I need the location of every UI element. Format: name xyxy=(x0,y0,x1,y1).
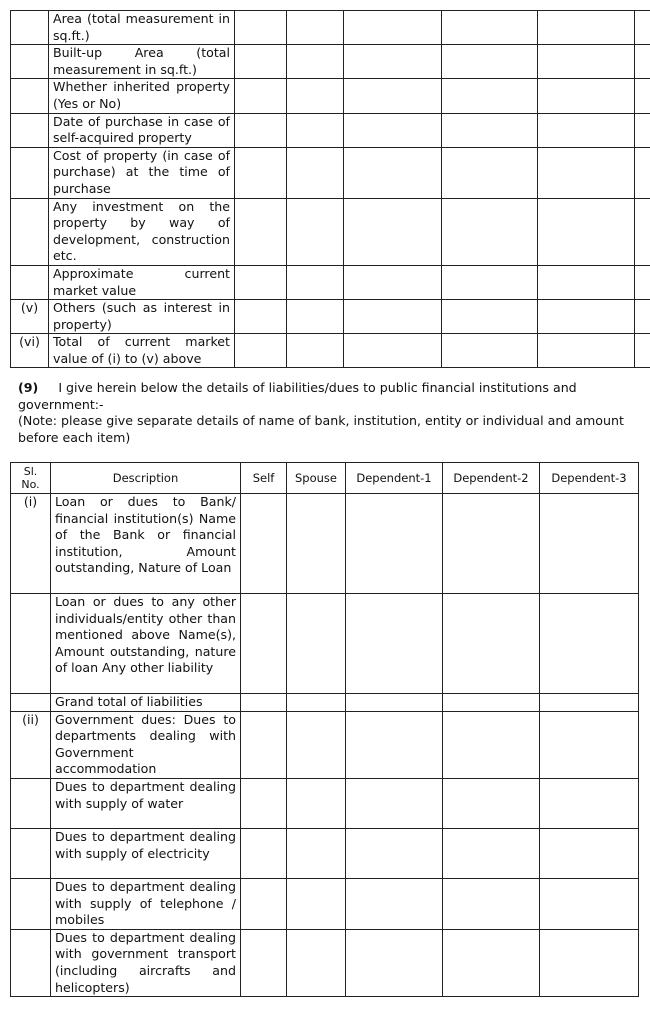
sl-no-cell xyxy=(11,778,51,828)
header-self: Self xyxy=(241,463,287,494)
self-cell[interactable] xyxy=(241,494,287,594)
spouse-cell[interactable] xyxy=(287,300,344,334)
table-row xyxy=(11,11,650,45)
table-row xyxy=(11,147,650,198)
dependent-1-cell[interactable] xyxy=(344,79,442,113)
spouse-cell[interactable] xyxy=(287,79,344,113)
table-row xyxy=(11,265,650,299)
dependent-1-cell[interactable] xyxy=(344,113,442,147)
section-9-paragraph xyxy=(18,380,638,413)
description-cell: Any investment on the property by way of development, construction etc. xyxy=(49,198,235,265)
section-9-note: (Note: please give separate details of name of bank, institution, entity or individual and amount before each item) xyxy=(18,413,624,445)
spouse-cell[interactable] xyxy=(287,11,344,45)
dependent-2-cell[interactable] xyxy=(443,929,540,996)
extra-cell[interactable] xyxy=(635,198,650,265)
dependent-3-cell[interactable] xyxy=(538,11,635,45)
self-cell[interactable] xyxy=(241,828,287,878)
header-dependent-3: Dependent-3 xyxy=(540,463,639,494)
self-cell[interactable] xyxy=(235,45,287,79)
dependent-2-cell[interactable] xyxy=(443,878,540,929)
extra-cell[interactable] xyxy=(635,300,650,334)
sl-no-cell xyxy=(11,11,49,45)
table-row xyxy=(11,694,639,712)
self-cell[interactable] xyxy=(235,265,287,299)
description-cell: Cost of property (in case of purchase) at the time of purchase xyxy=(49,147,235,198)
dependent-2-cell[interactable] xyxy=(442,113,538,147)
self-cell[interactable] xyxy=(241,594,287,694)
self-cell[interactable] xyxy=(235,198,287,265)
dependent-1-cell[interactable] xyxy=(344,265,442,299)
spouse-cell[interactable] xyxy=(287,878,346,929)
dependent-3-cell[interactable] xyxy=(538,300,635,334)
dependent-3-cell[interactable] xyxy=(540,594,639,694)
dependent-2-cell[interactable] xyxy=(442,265,538,299)
dependent-3-cell[interactable] xyxy=(540,711,639,778)
description-cell: Built-up Area (total measurement in sq.ft.) xyxy=(49,45,235,79)
header-spouse: Spouse xyxy=(287,463,346,494)
dependent-2-cell[interactable] xyxy=(442,198,538,265)
description-cell: Area (total measurement in sq.ft.) xyxy=(49,11,235,45)
dependent-1-cell[interactable] xyxy=(344,334,442,368)
dependent-3-cell[interactable] xyxy=(538,147,635,198)
spouse-cell[interactable] xyxy=(287,265,344,299)
sl-no-cell: (i) xyxy=(11,494,51,594)
header-sl-no: Sl. No. xyxy=(11,463,51,494)
dependent-2-cell[interactable] xyxy=(442,147,538,198)
extra-cell[interactable] xyxy=(635,113,650,147)
header-dependent-1: Dependent-1 xyxy=(346,463,443,494)
self-cell[interactable] xyxy=(235,300,287,334)
dependent-3-cell[interactable] xyxy=(540,694,639,712)
spouse-cell[interactable] xyxy=(287,113,344,147)
dependent-3-cell[interactable] xyxy=(538,334,635,368)
sl-no-cell xyxy=(11,878,51,929)
table-row xyxy=(11,113,650,147)
sl-no-cell xyxy=(11,929,51,996)
dependent-1-cell[interactable] xyxy=(344,11,442,45)
table-row xyxy=(11,929,639,996)
sl-no-cell: (ii) xyxy=(11,711,51,778)
description-cell: Dues to department dealing with supply of telephone / mobiles xyxy=(51,878,241,929)
dependent-2-cell[interactable] xyxy=(442,300,538,334)
assets-table xyxy=(10,10,650,368)
self-cell[interactable] xyxy=(241,878,287,929)
spouse-cell[interactable] xyxy=(287,334,344,368)
self-cell[interactable] xyxy=(235,334,287,368)
dependent-2-cell[interactable] xyxy=(442,45,538,79)
spouse-cell[interactable] xyxy=(287,198,344,265)
description-cell: Others (such as interest in property) xyxy=(49,300,235,334)
section-text: I give herein below the details of liabilities/dues to public financial institutions and government:- xyxy=(18,380,577,412)
extra-cell[interactable] xyxy=(635,147,650,198)
sl-no-cell xyxy=(11,45,49,79)
description-cell: Approximate current market value xyxy=(49,265,235,299)
dependent-3-cell[interactable] xyxy=(540,929,639,996)
table-row xyxy=(11,494,639,594)
spouse-cell[interactable] xyxy=(287,778,346,828)
dependent-1-cell[interactable] xyxy=(346,929,443,996)
dependent-3-cell[interactable] xyxy=(538,79,635,113)
table-row xyxy=(11,300,650,334)
dependent-1-cell[interactable] xyxy=(346,494,443,594)
sl-no-cell: (v) xyxy=(11,300,49,334)
extra-cell[interactable] xyxy=(635,265,650,299)
self-cell[interactable] xyxy=(235,147,287,198)
spouse-cell[interactable] xyxy=(287,711,346,778)
dependent-2-cell[interactable] xyxy=(442,334,538,368)
table-row xyxy=(11,198,650,265)
extra-cell[interactable] xyxy=(635,45,650,79)
dependent-2-cell[interactable] xyxy=(442,11,538,45)
dependent-3-cell[interactable] xyxy=(538,45,635,79)
liabilities-table xyxy=(10,462,639,997)
description-cell: Government dues: Dues to departments dealing with Government accommodation xyxy=(51,711,241,778)
description-cell: Whether inherited property (Yes or No) xyxy=(49,79,235,113)
dependent-2-cell[interactable] xyxy=(443,711,540,778)
table-row xyxy=(11,594,639,694)
spouse-cell[interactable] xyxy=(287,694,346,712)
dependent-3-cell[interactable] xyxy=(540,778,639,828)
spouse-cell[interactable] xyxy=(287,45,344,79)
dependent-3-cell[interactable] xyxy=(540,828,639,878)
dependent-1-cell[interactable] xyxy=(344,198,442,265)
sl-no-cell xyxy=(11,594,51,694)
header-dependent-2: Dependent-2 xyxy=(443,463,540,494)
sl-no-cell xyxy=(11,828,51,878)
sl-no-cell xyxy=(11,113,49,147)
self-cell[interactable] xyxy=(235,79,287,113)
table-row xyxy=(11,828,639,878)
dependent-1-cell[interactable] xyxy=(346,711,443,778)
table-row xyxy=(11,711,639,778)
extra-cell[interactable] xyxy=(635,11,650,45)
spouse-cell[interactable] xyxy=(287,929,346,996)
description-cell: Total of current market value of (i) to (v) above xyxy=(49,334,235,368)
section-number: (9) xyxy=(18,380,39,395)
dependent-3-cell[interactable] xyxy=(538,198,635,265)
table-row xyxy=(11,79,650,113)
self-cell[interactable] xyxy=(235,11,287,45)
extra-cell[interactable] xyxy=(635,334,650,368)
table-row xyxy=(11,878,639,929)
sl-no-cell xyxy=(11,147,49,198)
sl-no-cell xyxy=(11,79,49,113)
header-row xyxy=(11,463,639,494)
dependent-3-cell[interactable] xyxy=(538,265,635,299)
description-cell: Grand total of liabilities xyxy=(51,694,241,712)
table-row xyxy=(11,334,650,368)
self-cell[interactable] xyxy=(235,113,287,147)
dependent-2-cell[interactable] xyxy=(443,594,540,694)
dependent-2-cell[interactable] xyxy=(443,494,540,594)
dependent-1-cell[interactable] xyxy=(346,778,443,828)
sl-no-cell xyxy=(11,694,51,712)
self-cell[interactable] xyxy=(241,711,287,778)
description-cell: Date of purchase in case of self-acquired property xyxy=(49,113,235,147)
description-cell: Loan or dues to any other individuals/entity other than mentioned above Name(s), Amount outstanding, nature of loan Any other liability xyxy=(51,594,241,694)
dependent-3-cell[interactable] xyxy=(540,878,639,929)
sl-no-cell xyxy=(11,265,49,299)
self-cell[interactable] xyxy=(241,778,287,828)
description-cell: Loan or dues to Bank/ financial institution(s) Name of the Bank or financial institution, Amount outstanding, Nature of Loan xyxy=(51,494,241,594)
dependent-1-cell[interactable] xyxy=(344,300,442,334)
table-row xyxy=(11,778,639,828)
self-cell[interactable] xyxy=(241,929,287,996)
spouse-cell[interactable] xyxy=(287,828,346,878)
sl-no-cell xyxy=(11,198,49,265)
dependent-2-cell[interactable] xyxy=(443,828,540,878)
spouse-cell[interactable] xyxy=(287,594,346,694)
dependent-2-cell[interactable] xyxy=(443,694,540,712)
spouse-cell[interactable] xyxy=(287,494,346,594)
description-cell: Dues to department dealing with supply of water xyxy=(51,778,241,828)
description-cell: Dues to department dealing with supply of electricity xyxy=(51,828,241,878)
dependent-1-cell[interactable] xyxy=(344,45,442,79)
sl-no-cell: (vi) xyxy=(11,334,49,368)
dependent-1-cell[interactable] xyxy=(346,594,443,694)
dependent-3-cell[interactable] xyxy=(538,113,635,147)
dependent-1-cell[interactable] xyxy=(346,694,443,712)
spouse-cell[interactable] xyxy=(287,147,344,198)
dependent-1-cell[interactable] xyxy=(344,147,442,198)
dependent-2-cell[interactable] xyxy=(443,778,540,828)
description-cell: Dues to department dealing with government transport (including aircrafts and helicopters) xyxy=(51,929,241,996)
header-description: Description xyxy=(51,463,241,494)
self-cell[interactable] xyxy=(241,694,287,712)
dependent-2-cell[interactable] xyxy=(442,79,538,113)
extra-cell[interactable] xyxy=(635,79,650,113)
dependent-1-cell[interactable] xyxy=(346,878,443,929)
dependent-3-cell[interactable] xyxy=(540,494,639,594)
table-row xyxy=(11,45,650,79)
dependent-1-cell[interactable] xyxy=(346,828,443,878)
